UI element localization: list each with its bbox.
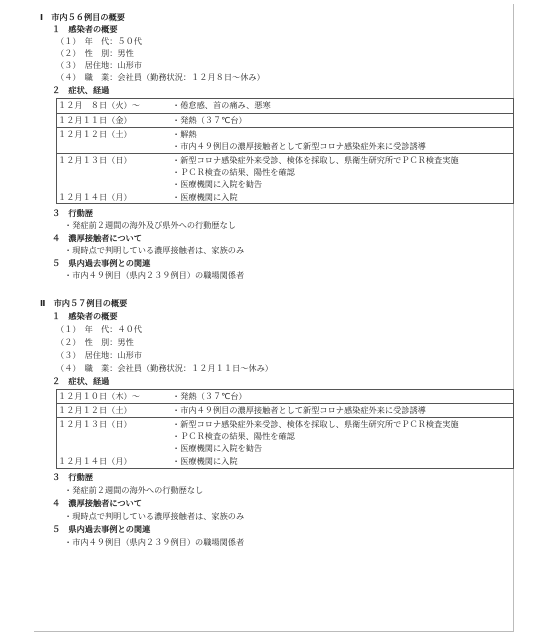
related-text: ・市内４９例目（県内２３９例目）の職場関係者 (64, 270, 245, 280)
patient-residence: （３） 居住地：山形市 (56, 60, 142, 70)
timeline-row (56, 127, 514, 151)
timeline-item: ・新型コロナ感染症外来受診、検体を採取し、県衛生研究所でＰＣＲ検査実施 (172, 155, 459, 165)
related-text: ・市内４９例目（県内２３９例目）の職場関係者 (64, 537, 245, 547)
contacts-heading: ４ 濃厚接触者について (52, 498, 142, 508)
timeline-row (56, 455, 514, 467)
timeline-item: ・医療機関に入院を勧告 (172, 443, 263, 453)
timeline-item: ・ＰＣＲ検査の結果、陽性を確認 (172, 431, 295, 441)
patient-heading: １ 感染者の概要 (52, 24, 118, 34)
related-heading: ５ 県内過去事例との関連 (52, 258, 151, 268)
timeline-row (56, 191, 514, 203)
timeline-item: ・医療機関に入院 (172, 456, 238, 466)
timeline-row (56, 153, 514, 189)
contacts-heading: ４ 濃厚接触者について (52, 233, 142, 243)
timeline-date: １２月１４日（月） (58, 456, 132, 466)
timeline-item: ・医療機関に入院を勧告 (172, 179, 263, 189)
timeline-item: ・発熱（３７℃台） (172, 115, 247, 125)
timeline-date: １２月１２日（土） (58, 405, 132, 415)
activity-heading: ３ 行動歴 (52, 208, 93, 218)
timeline-date: １２月 ８日（火）～ (58, 100, 140, 110)
symptoms-heading: ２ 症状、経過 (52, 85, 110, 95)
patient-occupation: （４） 職 業：会社員（勤務状況：１２月１１日～休み） (56, 363, 273, 373)
timeline-date: １２月１３日（日） (58, 155, 132, 165)
timeline-date: １２月１０日（木）～ (58, 391, 140, 401)
timeline-date: １２月１２日（土） (58, 129, 132, 139)
timeline-item: ・解熱 (172, 129, 197, 139)
case-56-title: Ⅰ 市内５６例目の概要 (40, 12, 125, 22)
timeline-item: ・新型コロナ感染症外来受診、検体を採取し、県衛生研究所でＰＣＲ検査実施 (172, 419, 459, 429)
timeline-item: ・ＰＣＲ検査の結果、陽性を確認 (172, 167, 295, 177)
activity-text: ・発症前２週間の海外への行動歴なし (64, 485, 204, 495)
timeline-date: １２月１３日（日） (58, 419, 132, 429)
activity-heading: ３ 行動歴 (52, 472, 93, 482)
timeline-row (56, 113, 514, 126)
symptoms-heading: ２ 症状、経過 (52, 376, 110, 386)
patient-occupation: （４） 職 業：会社員（勤務状況：１２月８日～休み） (56, 72, 265, 82)
timeline-item: ・市内４９例目の濃厚接触者として新型コロナ感染症外来に受診誘導 (172, 405, 426, 415)
timeline-row (56, 417, 514, 453)
related-heading: ５ 県内過去事例との関連 (52, 524, 151, 534)
timeline-item: ・医療機関に入院 (172, 192, 238, 202)
timeline-date: １２月１４日（月） (58, 192, 132, 202)
timeline-row (56, 390, 514, 402)
timeline-row (56, 403, 514, 416)
timeline-row (56, 99, 514, 111)
activity-text: ・発症前２週間の海外及び県外への行動歴なし (64, 220, 236, 230)
patient-age: （１） 年 代：４０代 (56, 324, 142, 334)
patient-residence: （３） 居住地：山形市 (56, 350, 142, 360)
patient-sex: （２） 性 別：男性 (56, 48, 134, 58)
timeline-item: ・市内４９例目の濃厚接触者として新型コロナ感染症外来に受診誘導 (172, 141, 426, 151)
timeline-item: ・倦怠感、首の痛み、悪寒 (172, 100, 271, 110)
patient-sex: （２） 性 別：男性 (56, 337, 134, 347)
timeline-date: １２月１１日（金） (58, 115, 132, 125)
contacts-text: ・現時点で判明している濃厚接触者は、家族のみ (64, 245, 245, 255)
patient-age: （１） 年 代：５０代 (56, 36, 142, 46)
contacts-text: ・現時点で判明している濃厚接触者は、家族のみ (64, 511, 245, 521)
case-57-title: Ⅱ 市内５７例目の概要 (40, 298, 128, 308)
timeline-item: ・発熱（３７℃台） (172, 391, 247, 401)
patient-heading: １ 感染者の概要 (52, 311, 118, 321)
